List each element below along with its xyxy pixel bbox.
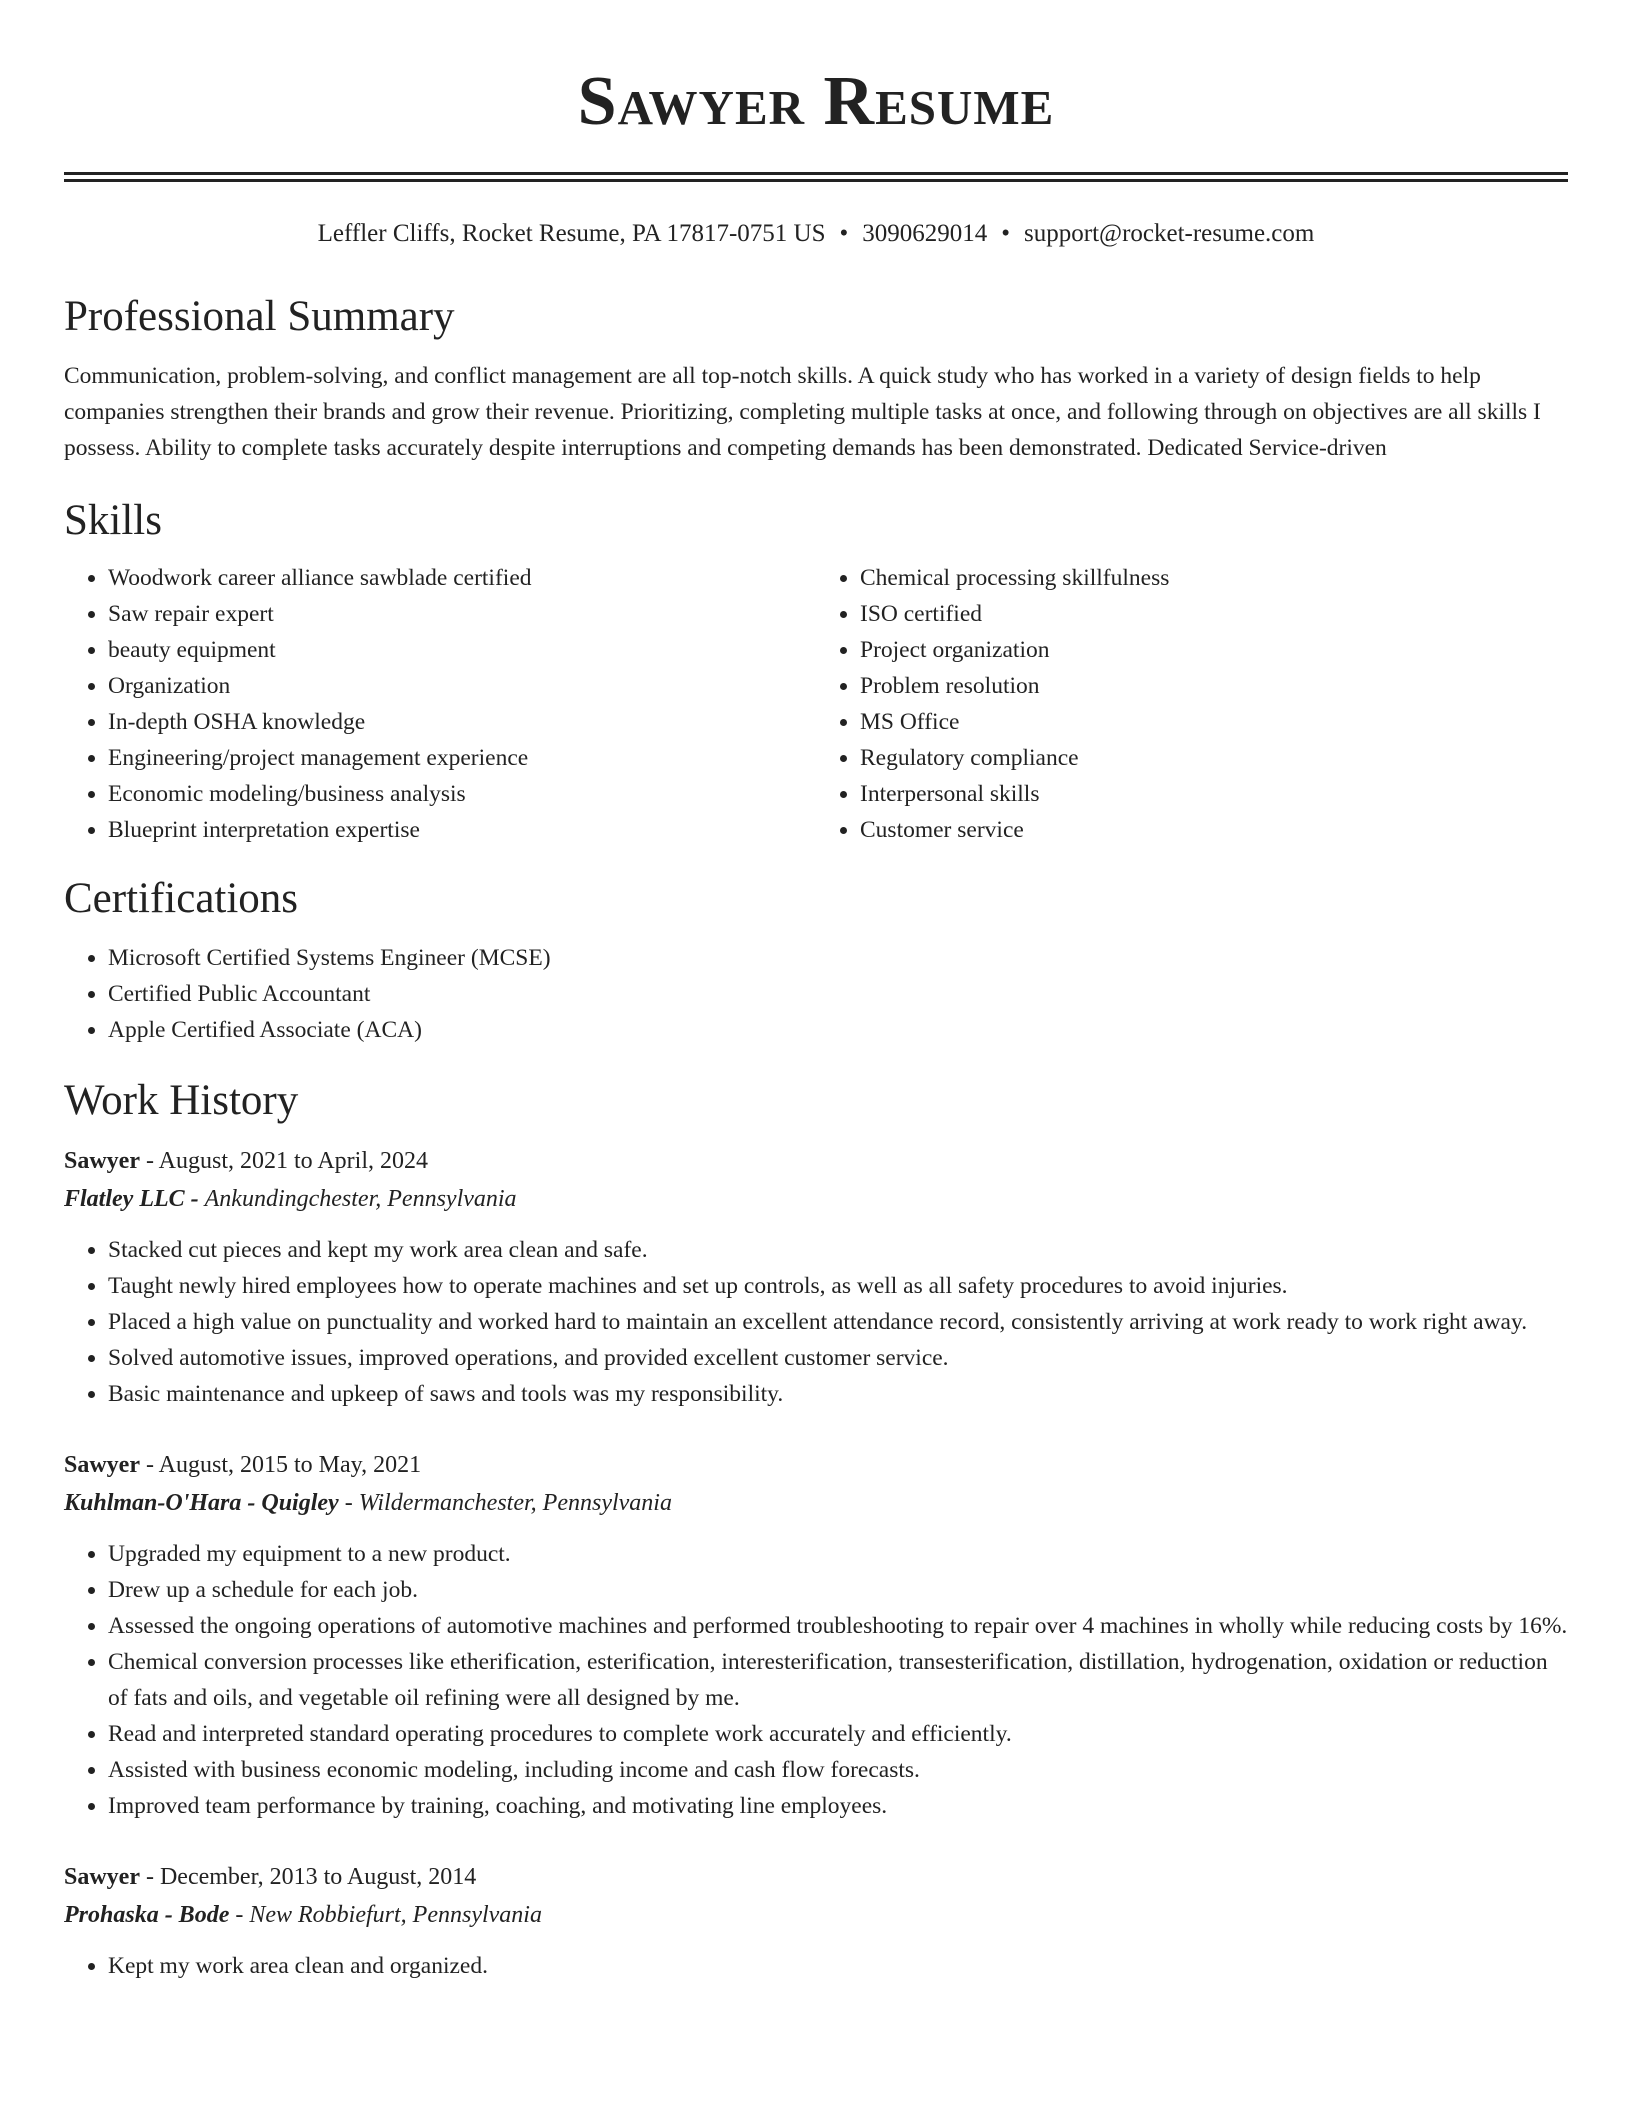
skill-item: • ISO certified	[860, 596, 1568, 632]
skill-item: • Chemical processing skillfulness	[860, 560, 1568, 596]
job-bullets	[64, 1232, 1568, 1412]
job-bullet: • Basic maintenance and upkeep of saws and tools was my responsibility.	[108, 1376, 1568, 1412]
skill-item: • Interpersonal skills	[860, 776, 1568, 812]
employer-name: Prohaska - Bode	[64, 1902, 230, 1928]
job-bullets	[64, 1536, 1568, 1824]
job-bullet: • Kept my work area clean and organized.	[108, 1948, 1568, 1984]
certifications-list	[64, 940, 1568, 1048]
job-dates: - August, 2021 to April, 2024	[139, 1148, 428, 1174]
job-bullet: • Solved automotive issues, improved operations, and provided excellent customer service.	[108, 1340, 1568, 1376]
job-bullet: • Stacked cut pieces and kept my work area clean and safe.	[108, 1232, 1568, 1268]
employer-location: - New Robbiefurt, Pennsylvania	[229, 1902, 542, 1928]
job-bullet: • Upgraded my equipment to a new product.	[108, 1536, 1568, 1572]
job-bullet: • Assisted with business economic modeling, including income and cash flow forecasts.	[108, 1752, 1568, 1788]
skill-item: • In-depth OSHA knowledge	[108, 704, 816, 740]
employer-name: Flatley LLC -	[64, 1186, 205, 1212]
skill-item: • beauty equipment	[108, 632, 816, 668]
skill-item: • Organization	[108, 668, 816, 704]
skill-item: • Economic modeling/business analysis	[108, 776, 816, 812]
skill-item: • Customer service	[860, 812, 1568, 848]
skill-item: • Blueprint interpretation expertise	[108, 812, 816, 848]
employer-line	[64, 1484, 1568, 1522]
job-entry	[64, 1858, 1568, 1984]
contact-email: support@rocket-resume.com	[1024, 220, 1315, 247]
skill-item: • Problem resolution	[860, 668, 1568, 704]
job-bullet: • Improved team performance by training, coaching, and motivating line employees.	[108, 1788, 1568, 1824]
resume-name: Sawyer Resume	[577, 63, 1055, 140]
job-bullet: • Read and interpreted standard operating procedures to complete work accurately and efficiently.	[108, 1716, 1568, 1752]
job-bullet: • Drew up a schedule for each job.	[108, 1572, 1568, 1608]
employer-location: Ankundingchester, Pennsylvania	[204, 1186, 517, 1212]
job-title-line	[64, 1446, 1568, 1484]
contact-line	[64, 218, 1568, 250]
job-title-line	[64, 1858, 1568, 1896]
job-dates: - December, 2013 to August, 2014	[139, 1864, 477, 1890]
job-bullets	[64, 1948, 1568, 1984]
contact-address: Leffler Cliffs, Rocket Resume, PA 17817-0751 US	[317, 220, 826, 247]
skill-item: • Project organization	[860, 632, 1568, 668]
summary-text: Communication, problem-solving, and conflict management are all top-notch skills. A quick study who has worked in a variety of design fields to help companies strengthen their brands and grow their revenue. Prioritizing, completing multiple tasks at once, and following through on objectives are all skills I possess. Ability to complete tasks accurately despite interruptions and competing demands has been demonstrated. Dedicated Service-driven	[64, 363, 1541, 461]
job-dates: - August, 2015 to May, 2021	[139, 1452, 422, 1478]
work-history-heading: Work History	[64, 1077, 299, 1124]
skill-item: • Regulatory compliance	[860, 740, 1568, 776]
job-entry	[64, 1142, 1568, 1412]
employer-name: Kuhlman-O'Hara - Quigley	[64, 1490, 339, 1516]
job-bullet: • Chemical conversion processes like etherification, esterification, interesterification, transesterification, distillation, hydrogenation, oxidation or reduction of fats and oils, and vegetable oil refining were all designed by me.	[108, 1644, 1568, 1716]
skill-item: • Saw repair expert	[108, 596, 816, 632]
header-divider	[64, 172, 1568, 182]
job-role: Sawyer	[64, 1148, 140, 1174]
skills-left-list	[64, 560, 816, 848]
certification-item: • Certified Public Accountant	[108, 976, 1568, 1012]
resume-page	[64, 0, 1568, 1984]
skills-heading: Skills	[64, 497, 162, 544]
job-bullet: • Assessed the ongoing operations of automotive machines and performed troubleshooting to repair over 4 machines in wholly while reducing costs by 16%.	[108, 1608, 1568, 1644]
certification-item: • Apple Certified Associate (ACA)	[108, 1012, 1568, 1048]
summary-heading: Professional Summary	[64, 293, 455, 340]
skill-item: • Engineering/project management experience	[108, 740, 816, 776]
job-role: Sawyer	[64, 1864, 140, 1890]
job-role: Sawyer	[64, 1452, 140, 1478]
skill-item: • Woodwork career alliance sawblade certified	[108, 560, 816, 596]
skills-columns	[64, 560, 1568, 848]
contact-phone: 3090629014	[862, 220, 988, 247]
job-title-line	[64, 1142, 1568, 1180]
contact-separator: •	[839, 220, 849, 247]
certification-item: • Microsoft Certified Systems Engineer (MCSE)	[108, 940, 1568, 976]
employer-location: - Wildermanchester, Pennsylvania	[338, 1490, 672, 1516]
job-bullet: • Placed a high value on punctuality and worked hard to maintain an excellent attendance record, consistently arriving at work ready to work right away.	[108, 1304, 1568, 1340]
employer-line	[64, 1180, 1568, 1218]
employer-line	[64, 1896, 1568, 1934]
job-bullet: • Taught newly hired employees how to operate machines and set up controls, as well as all safety procedures to avoid injuries.	[108, 1268, 1568, 1304]
job-entry	[64, 1446, 1568, 1824]
contact-separator: •	[1001, 220, 1011, 247]
skill-item: • MS Office	[860, 704, 1568, 740]
skills-right-list	[816, 560, 1568, 848]
certifications-heading: Certifications	[64, 875, 299, 922]
